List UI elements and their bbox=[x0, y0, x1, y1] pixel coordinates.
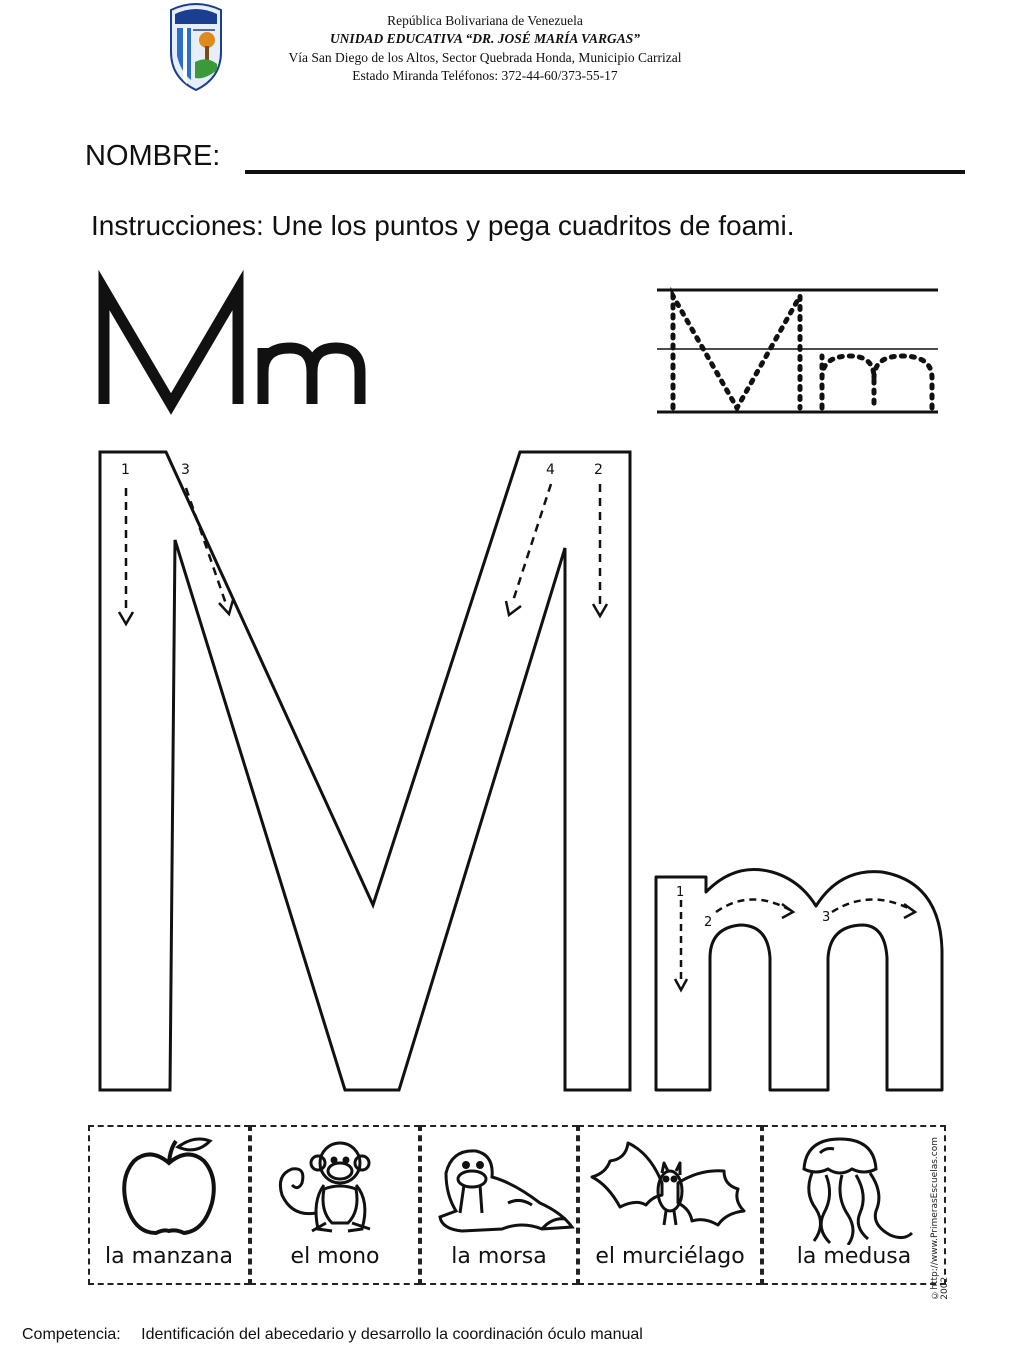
picture-card-jellyfish bbox=[762, 1125, 950, 1300]
name-label: NOMBRE: bbox=[85, 140, 221, 172]
instructions-text: Instrucciones: Une los puntos y pega cuadritos de foami. bbox=[91, 210, 795, 241]
picture-card-bat bbox=[578, 1125, 762, 1285]
header-line-republic: República Bolivariana de Venezuela bbox=[387, 13, 583, 28]
picture-label: el mono bbox=[290, 1244, 380, 1269]
picture-label: la morsa bbox=[451, 1244, 547, 1269]
monkey-icon bbox=[252, 1133, 418, 1245]
big-outline-m bbox=[656, 870, 942, 1091]
header-line-phones: Estado Miranda Teléfonos: 372-44-60/373-55-17 bbox=[352, 68, 618, 83]
copyright-text: ©http://www.PrimerasEscuelas.com 2002 bbox=[930, 1137, 950, 1300]
apple-icon bbox=[90, 1133, 248, 1243]
dotted-trace-sample bbox=[657, 290, 938, 412]
bat-icon bbox=[580, 1133, 760, 1245]
jellyfish-icon bbox=[764, 1133, 936, 1245]
picture-label: la manzana bbox=[105, 1244, 233, 1269]
m-stroke-number-3: 3 bbox=[822, 910, 831, 925]
picture-label: la medusa bbox=[796, 1244, 912, 1269]
M-stroke-number-1: 1 bbox=[121, 462, 130, 478]
picture-strip bbox=[88, 1125, 950, 1300]
M-stroke-number-4: 4 bbox=[546, 462, 555, 478]
M-stroke-number-2: 2 bbox=[594, 462, 603, 478]
picture-card-apple bbox=[88, 1125, 250, 1285]
footer bbox=[22, 1326, 643, 1344]
picture-card-walrus bbox=[420, 1125, 578, 1285]
header-line-school: UNIDAD EDUCATIVA “DR. JOSÉ MARÍA VARGAS” bbox=[329, 31, 641, 46]
m-stroke-number-1: 1 bbox=[676, 885, 685, 900]
picture-label: el murciélago bbox=[595, 1244, 745, 1269]
header-line-address: Vía San Diego de los Altos, Sector Quebrada Honda, Municipio Carrizal bbox=[288, 50, 682, 65]
M-stroke-number-3: 3 bbox=[181, 462, 190, 478]
walrus-icon bbox=[422, 1133, 576, 1245]
m-stroke-number-2: 2 bbox=[704, 915, 713, 930]
footer-competencia-label: Competencia: bbox=[22, 1326, 121, 1343]
sample-letters-Mm bbox=[104, 290, 360, 404]
picture-card-monkey bbox=[250, 1125, 420, 1285]
big-outline-M bbox=[100, 452, 630, 1090]
footer-competencia-text: Identificación del abecedario y desarrollo la coordinación óculo manual bbox=[141, 1326, 643, 1343]
